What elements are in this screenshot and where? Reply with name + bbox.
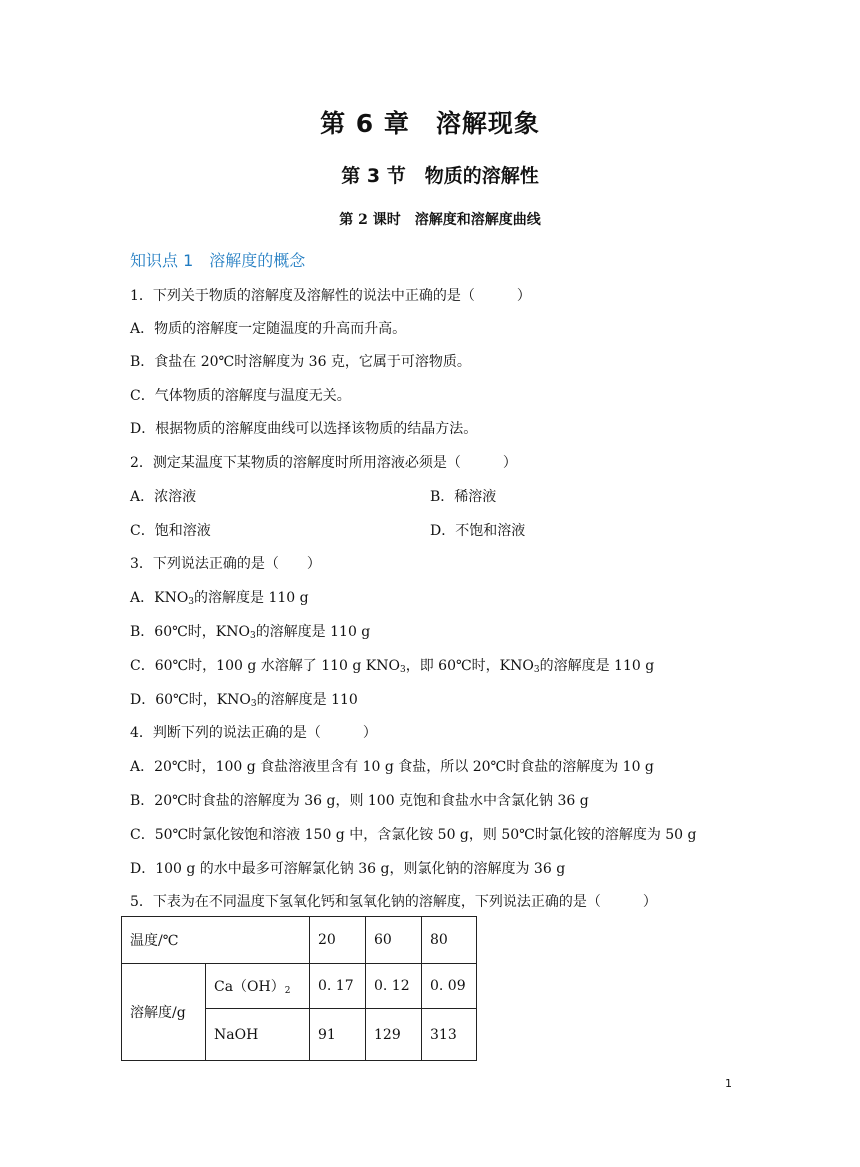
section-title: 第 3 节 物质的溶解性 [341, 165, 539, 187]
q1-option-d: D．根据物质的溶解度曲线可以选择该物质的结晶方法。 [130, 421, 478, 437]
lesson-title: 第 2 课时 溶解度和溶解度曲线 [339, 212, 541, 228]
knowledge-point-heading: 知识点 1 溶解度的概念 [130, 251, 306, 270]
caoh2-value-cell: 0. 12 [366, 964, 422, 1009]
q3-stem: 3．下列说法正确的是（ ） [130, 556, 321, 572]
q4-option-d: D．100 g 的水中最多可溶解氯化钠 36 g，则氯化钠的溶解度为 36 g [130, 861, 566, 877]
q2-option-d: D．不饱和溶液 [430, 523, 526, 539]
temp-header-cell: 温度/℃ [122, 917, 310, 964]
q1-option-a: A．物质的溶解度一定随温度的升高而升高。 [130, 321, 407, 337]
q1-option-c: C．气体物质的溶解度与温度无关。 [130, 388, 351, 404]
q4-option-a: A．20℃时，100 g 食盐溶液里含有 10 g 食盐，所以 20℃时食盐的溶解度为 10 g [130, 759, 654, 775]
temp-cell: 20 [310, 917, 366, 964]
chapter-title: 第 6 章 溶解现象 [320, 109, 540, 138]
q4-option-b: B．20℃时食盐的溶解度为 36 g，则 100 克饱和食盐水中含氯化钠 36 g [130, 793, 589, 809]
temp-cell: 60 [366, 917, 422, 964]
q5-stem: 5．下表为在不同温度下氢氧化钙和氢氧化钠的溶解度，下列说法正确的是（ ） [130, 894, 657, 910]
solubility-label-cell: 溶解度/g [122, 964, 206, 1061]
q3-option-a: A．$KNO_3$的溶解度是 110 g [130, 590, 309, 607]
q2-option-a: A．浓溶液 [130, 489, 197, 505]
q2-option-c: C．饱和溶液 [130, 523, 211, 539]
table-row [122, 917, 477, 964]
naoh-value-cell: 313 [422, 1009, 477, 1061]
temp-cell: 80 [422, 917, 477, 964]
q2-option-b: B．稀溶液 [430, 489, 497, 505]
q3-option-b: B．60℃时，$KNO_3$的溶解度是 110 g [130, 624, 371, 641]
q4-stem: 4．判断下列的说法正确的是（ ） [130, 725, 377, 741]
page-number: 1 [725, 1077, 732, 1090]
caoh2-value-cell: 0. 17 [310, 964, 366, 1009]
q1-option-b: B．食盐在 20℃时溶解度为 36 克，它属于可溶物质。 [130, 354, 471, 370]
q2-stem: 2．测定某温度下某物质的溶解度时所用溶液必须是（ ） [130, 455, 517, 471]
naoh-label-cell: NaOH [206, 1009, 310, 1061]
q3-option-c: C．60℃时，100 g 水溶解了 110 g $KNO_3$，即 60℃时，$KNO_3$的溶解度是 110 g [130, 658, 655, 675]
caoh2-label-cell: $Ca(OH)_2$ [206, 964, 310, 1009]
naoh-value-cell: 129 [366, 1009, 422, 1061]
q3-option-d: D．60℃时，$KNO_3$的溶解度是 110 [130, 692, 358, 709]
caoh2-value-cell: 0. 09 [422, 964, 477, 1009]
solubility-table [121, 916, 477, 1061]
naoh-value-cell: 91 [310, 1009, 366, 1061]
q1-stem: 1．下列关于物质的溶解度及溶解性的说法中正确的是（ ） [130, 288, 531, 304]
q4-option-c: C．50℃时氯化铵饱和溶液 150 g 中，含氯化铵 50 g，则 50℃时氯化铵的溶解度为 50 g [130, 827, 697, 843]
table-row [122, 964, 477, 1009]
